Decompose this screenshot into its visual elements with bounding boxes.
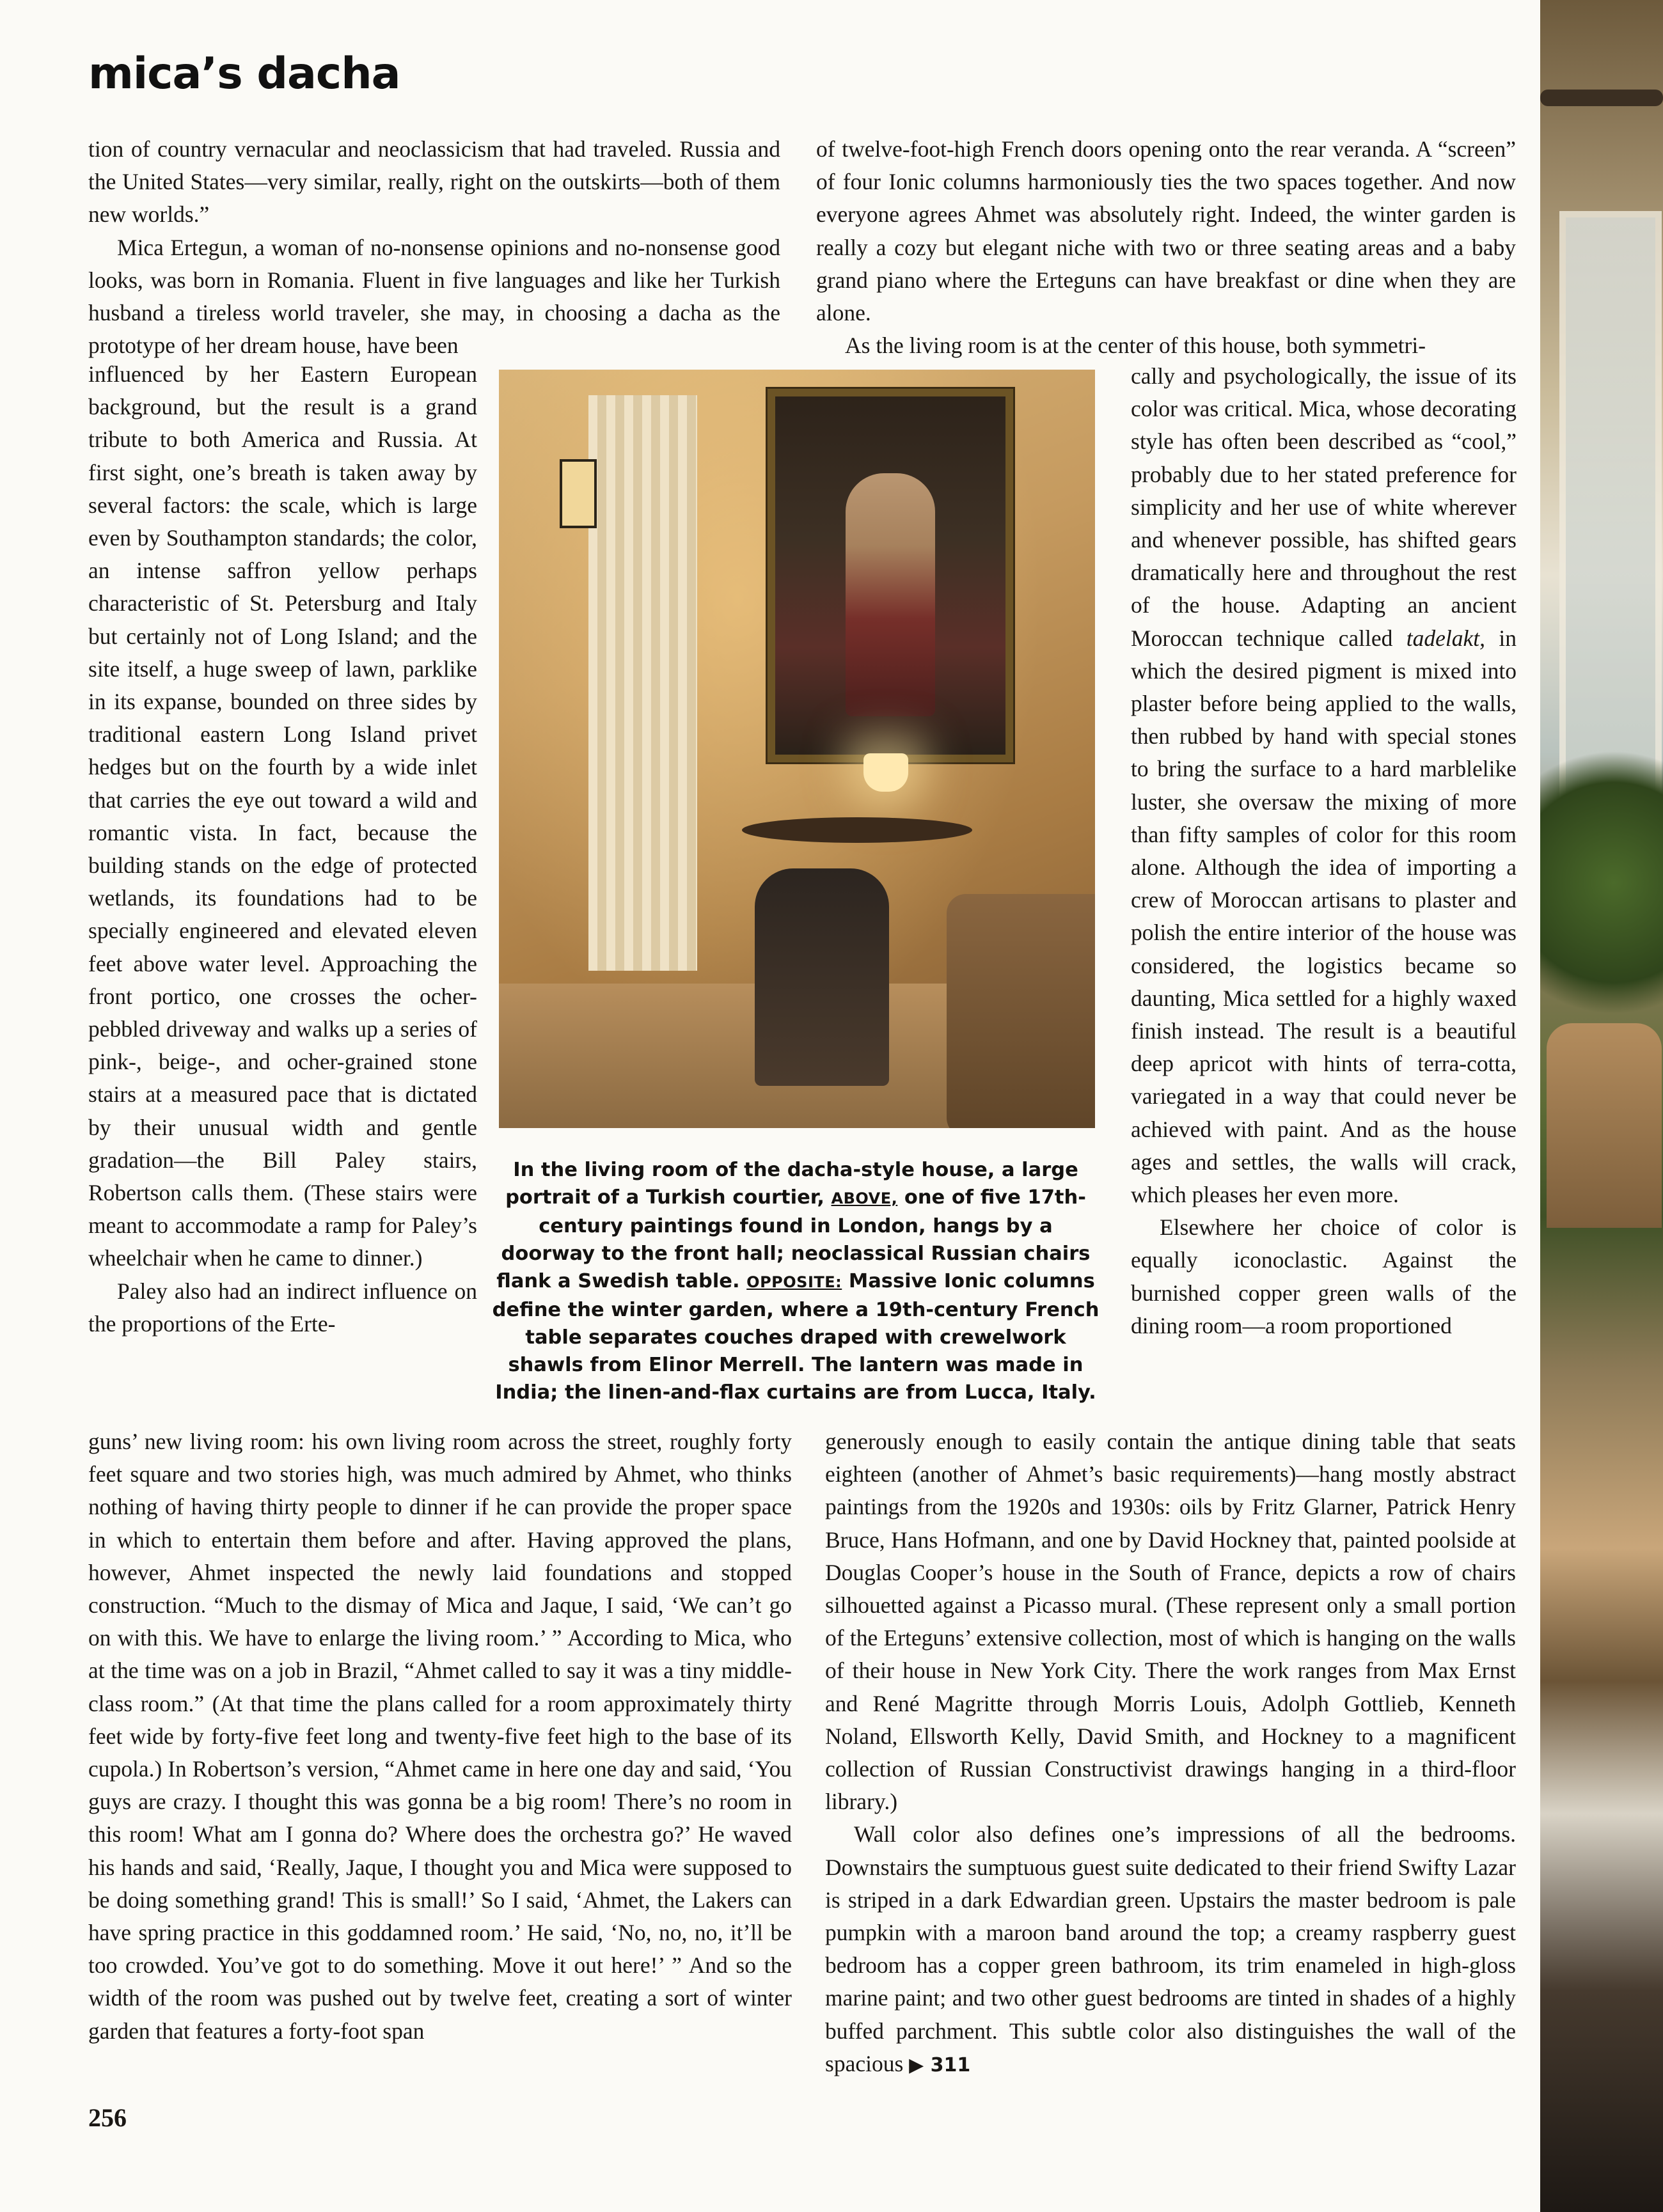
portrait-figure (846, 473, 935, 716)
sofa (947, 894, 1095, 1128)
potted-plant (1540, 716, 1663, 1049)
paragraph: Wall color also defines one’s impressions of all the bedrooms. Downstairs the sumptuous guest suite dedicated to their friend Swifty Lazar is striped in a dark Edwardian green. Upstairs the master bedroom is pale pumpkin with a maroon band around the top; a creamy raspberry guest bedroom has a copper green bathroom, its trim enameled in high-gloss marine paint; and two other guest bedrooms are tinted in shades of a highly buffed parchment. This subtle color also distinguishes the wall of the spacious ▶ 311 (825, 1821, 1516, 2076)
paragraph: tion of country vernacular and neoclassicism that had traveled. Russia and the United States—very similar, really, right on the outskirts—both of them new worlds.” (88, 136, 780, 228)
caption-tag-opposite: OPPOSITE: (746, 1273, 842, 1291)
paragraph: cally and psychologically, the issue of its color was critical. Mica, whose decorating style has often been described as “cool,” probably due to her stated preference for simplicity and her use of white wherever and whenever possible, has shifted gears dramatically here and throughout the rest of the house. Adapting an ancient Moroccan technique called tadelakt, in which the desired pigment is mixed into plaster before being applied to the walls, then rubbed by hand with special stones to bring the surface to a hard marblelike luster, she oversaw the mixing of more than fifty samples of color for this room alone. Although the idea of importing a crew of Moroccan artisans to plaster and polish the entire interior of the house was considered, the logistics became so daunting, Mica settled for a highly waxed finish instead. The result is a beautiful deep apricot with hints of terra-cotta, variegated in a way that could never be achieved with paint. And as the house ages and settles, the walls will crack, which pleases her even more. (1131, 363, 1517, 1208)
page-number: 256 (88, 2103, 127, 2132)
column-bottom-right (825, 1425, 1516, 2082)
paragraph: generously enough to easily contain the antique dining table that seats eighteen (another of Ahmet’s basic requirements)—hang mostly abstract paintings from the 1920s and 1930s: oils by Fritz Glarner, Patrick Henry Bruce, Hans Hofmann, and one by David Hockney that, painted poolside at Douglas Cooper’s house in the South of France, depicts a row of chairs silhouetted against a Picasso mural. (These represent only a small portion of the Erteguns’ extensive collection, most of which is hanging on the walls of their house in New York City. There the work ranges from Max Ernst and René Magritte through Morris Louis, Adolph Gottlieb, Kenneth Noland, Ellsworth Kelly, David Smith, and Hockney to a magnificent collection of Russian Constructivist drawings hanging in a third-floor library.) (825, 1429, 1516, 1815)
section-title: mica’s dacha (88, 49, 400, 99)
linen-curtain (588, 395, 697, 971)
courtier-portrait-painting (768, 389, 1013, 762)
caption-tag-above: ABOVE, (831, 1189, 898, 1207)
column-top-right (816, 133, 1516, 362)
neoclassical-chair (755, 868, 889, 1086)
photo-caption: In the living room of the dacha-style house, a large portrait of a Turkish courtier, ABOVE, one of five 17th-century paintings found in London, hangs by a doorway to the front hall; neoclassical Russian chairs flank a Swedish table. OPPOSITE: Massive Ionic columns define the winter garden, where a 19th-century French table separates couches draped with crewelwork shawls from Elinor Merrell. The lantern was made in India; the linen-and-flax curtains are from Lucca, Italy. (492, 1159, 1099, 1404)
column-middle-left (88, 358, 477, 1340)
paragraph: of twelve-foot-high French doors opening onto the rear veranda. A “screen” of four Ionic columns harmoniously ties the two spaces together. And now everyone agrees Ahmet was absolutely right. Indeed, the winter garden is really a cozy but elegant niche with two or three seating areas and a baby grand piano where the Erteguns can have breakfast or dine when they are alone. (816, 136, 1516, 326)
paragraph: influenced by her Eastern European background, but the result is a grand tribute to both America and Russia. At first sight, one’s breath is taken away by several factors: the scale, which is large even by Southampton standards; the color, an intense saffron yellow perhaps characteristic of St. Petersburg and Italy but certainly not of Long Island; and the site itself, a huge sweep of lawn, parklike in its expanse, bounded on three sides by traditional eastern Long Island privet hedges but on the fourth by a wide inlet that carries the eye out toward a wild and romantic vista. In fact, because the building stands on the edge of protected wetlands, its foundations had to be specially engineered and elevated eleven feet above water level. Approaching the front portico, one crosses the ocher-pebbled driveway and walks up a series of pink-, beige-, and ocher-grained stone stairs at a measured pace that is dictated by their unusual width and gentle gradation—the Bill Paley stairs, Robertson calls them. (These stairs were meant to accommodate a ramp for Paley’s wheelchair when he came to dinner.) (88, 361, 477, 1271)
plant-pot (1547, 1023, 1662, 1228)
paragraph: As the living room is at the center of this house, both symmetri- (845, 333, 1426, 359)
paragraph: guns’ new living room: his own living room across the street, roughly forty feet square and two stories high, was much admired by Ahmet, who thinks nothing of having thirty people to dinner if he can provide the proper space in which to entertain them before and after. Having approved the plans, however, Ahmet inspected the newly laid foundations and stopped construction. “Much to the dismay of Mica and Jaque, I said, ‘We can’t go on with this. We have to enlarge the living room.’ ” According to Mica, who at the time was on a job in Brazil, “Ahmet called to say it was a tiny middle-class room.” (At that time the plans called for a room approximately thirty feet wide by forty-five feet long and twenty-five feet high to the base of its cupola.) In Robertson’s version, “Ahmet came in here one day and said, ‘You guys are crazy. I thought this was gonna be a big room! There’s no room in this room! What am I gonna do? Where does the orchestra go?’ He waved his hands and said, ‘Really, Jaque, I thought you and Mica were supposed to be doing something grand! This is small!’ So I said, ‘Ahmet, the Lakers can have spring practice in this goddamned room.’ He said, ‘No, no, no, it’ll be too crowded. You’ve got to do something. Move it out here!’ ” And so the width of the room was pushed out by twelve feet, creating a sort of winter garden that features a forty-foot span (88, 1429, 792, 2044)
swedish-table (742, 817, 972, 843)
column-bottom-left (88, 1425, 792, 2048)
column-middle-right (1131, 360, 1517, 1342)
living-room-photo (499, 370, 1095, 1128)
curtain-rod (1540, 90, 1663, 106)
paragraph: Paley also had an indirect influence on the proportions of the Erte- (88, 1278, 477, 1337)
paragraph: Mica Ertegun, a woman of no-nonsense opinions and no-nonsense good looks, was born in Romania. Fluent in five languages and like her Turkish husband a tireless world traveler, she may, in choosing a dacha as the prototype of her dream house, have been (88, 234, 780, 359)
window-frame (1559, 211, 1662, 799)
column-top-left (88, 133, 780, 362)
facing-page-photo-edge (1540, 0, 1663, 2212)
table-lamp (863, 753, 908, 792)
continued-on-page-marker: ▶ 311 (909, 2053, 971, 2076)
paragraph: Elsewhere her choice of color is equally iconoclastic. Against the burnished copper green walls of the dining room—a room proportioned (1131, 1214, 1517, 1338)
hanging-lantern (560, 459, 597, 528)
